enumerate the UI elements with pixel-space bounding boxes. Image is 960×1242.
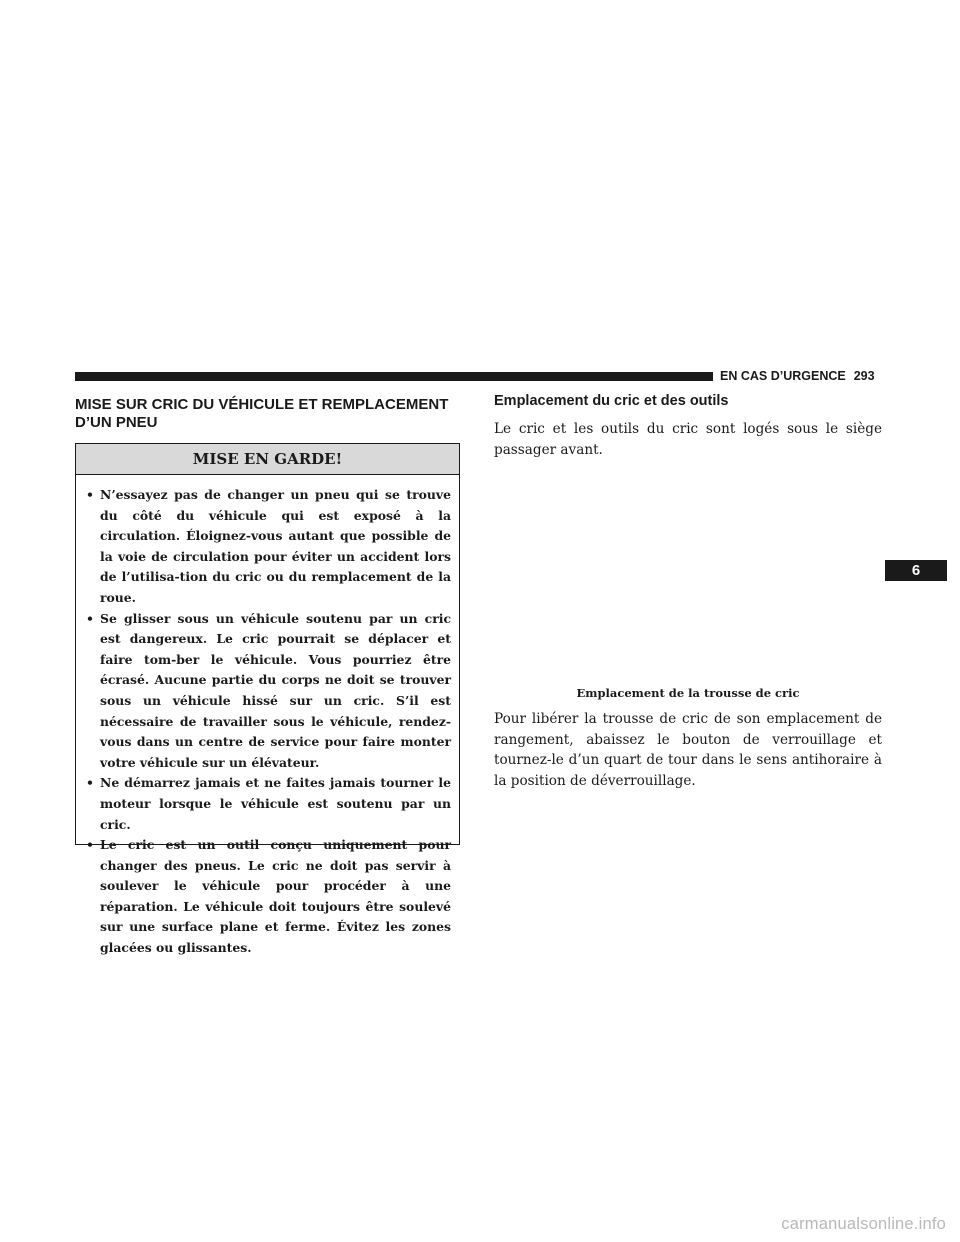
page-number: 293 xyxy=(853,369,875,383)
bullet-icon: • xyxy=(86,837,94,853)
watermark: carmanualsonline.info xyxy=(781,1215,946,1233)
warning-box xyxy=(75,443,460,956)
warning-item-text: N’essayez pas de changer un pneu qui se trouve du côté du véhicule qui est exposé à la circulation. Éloignez-vous autant que possible de la voie de circulation pour éviter un accident lors de l’utilisa-tion du cric ou du remplacement de la roue. xyxy=(100,487,451,605)
warning-item-text: Ne démarrez jamais et ne faites jamais tourner le moteur lorsque le véhicule est soutenu par un cric. xyxy=(100,775,451,832)
warning-item-text: Se glisser sous un véhicule soutenu par un cric est dangereux. Le cric pourrait se déplacer et faire tom-ber le véhicule. Vous pourriez être écrasé. Aucune partie du corps ne doit se trouver sous un véhicule hissé sur un cric. S’il est nécessaire de travailler sous le véhicule, rendez-vous dans un centre de service pour faire monter votre véhicule sur un élévateur. xyxy=(100,610,451,770)
section-title: MISE SUR CRIC DU VÉHICULE ET REMPLACEMENT D’UN PNEU xyxy=(75,396,449,431)
body-paragraph: Pour libérer la trousse de cric de son emplacement de rangement, abaissez le bouton de verrouillage et tournez-le d’un quart de tour dans le sens antihoraire à la position de déverrouillage. xyxy=(494,711,882,789)
warning-item-text: Le cric est un outil conçu uniquement pour changer des pneus. Le cric ne doit pas servir à soulever le véhicule pour procéder à une réparation. Le véhicule doit toujours être soulevé sur une surface plane et ferme. Évitez les zones glacées ou glissantes. xyxy=(100,837,451,956)
warning-list xyxy=(76,475,459,959)
subsection-title: Emplacement du cric et des outils xyxy=(494,393,729,409)
bullet-icon: • xyxy=(86,487,94,502)
intro-paragraph: Le cric et les outils du cric sont logés sous le siège passager avant. xyxy=(494,421,882,458)
figure-caption: Emplacement de la trousse de cric xyxy=(576,686,800,700)
section-label: EN CAS D’URGENCE xyxy=(720,369,846,383)
chapter-tab: 6 xyxy=(885,560,947,581)
bullet-icon: • xyxy=(86,775,94,791)
warning-item xyxy=(84,485,451,609)
running-header xyxy=(720,369,875,383)
warning-heading: MISE EN GARDE! xyxy=(76,444,459,475)
warning-item xyxy=(84,773,451,835)
header-rule xyxy=(75,372,713,381)
warning-item xyxy=(84,835,451,959)
figure-area xyxy=(494,470,882,680)
warning-item xyxy=(84,609,451,774)
bullet-icon: • xyxy=(86,610,94,626)
